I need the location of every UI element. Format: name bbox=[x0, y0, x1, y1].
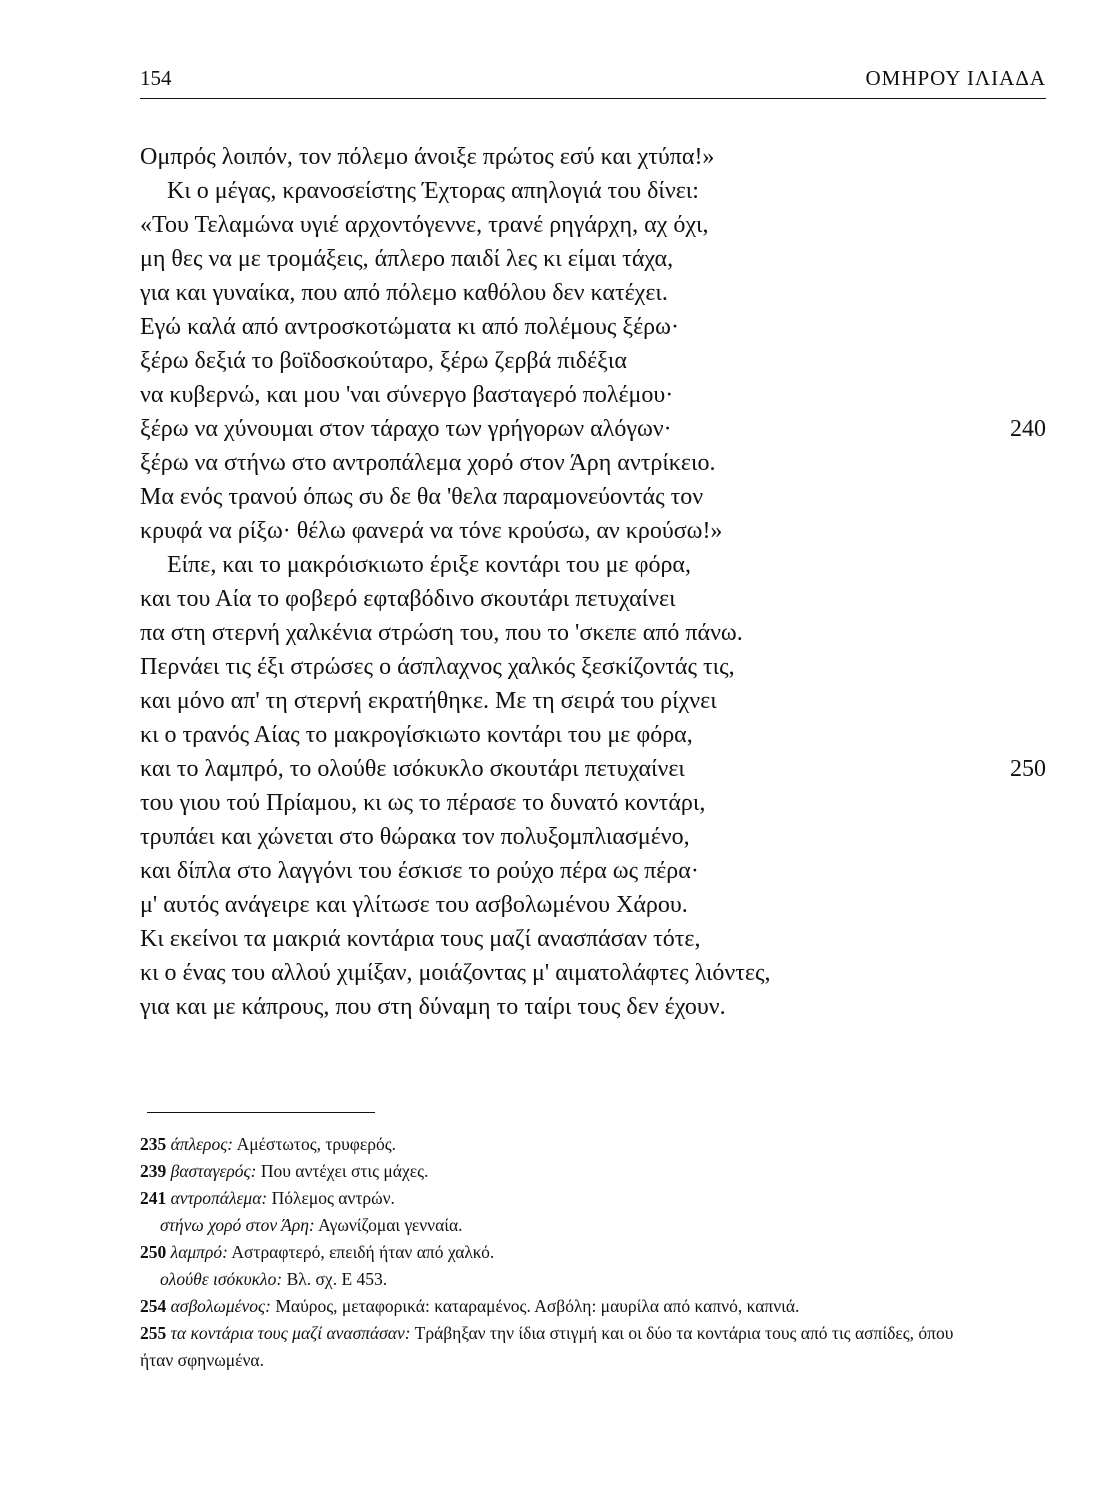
verse-line-text: για και γυναίκα, που από πόλεμο καθόλου δεν κατέχει. bbox=[140, 280, 668, 306]
verse-line-text: ξέρω δεξιά το βοϊδοσκούταρο, ξέρω ζερβά πιδέξια bbox=[140, 348, 627, 374]
verse-line bbox=[140, 990, 1046, 1024]
footnote-number: 255 bbox=[140, 1323, 167, 1343]
verse-line bbox=[140, 616, 1046, 650]
footnote-term: στήνω χορό στον Άρη: bbox=[160, 1215, 315, 1235]
verse-line bbox=[140, 718, 1046, 752]
verse-line-text: για και με κάπρους, που στη δύναμη το ταίρι τους δεν έχουν. bbox=[140, 994, 726, 1020]
verse-line bbox=[140, 786, 1046, 820]
footnote bbox=[140, 1185, 990, 1212]
verse-line bbox=[140, 208, 1046, 242]
verse-line bbox=[140, 548, 1046, 582]
verse-line-text: μη θες να με τρομάξεις, άπλερο παιδί λες κι είμαι τάχα, bbox=[140, 246, 674, 272]
verse-line bbox=[140, 378, 1046, 412]
footnote-text: Αστραφτερό, επειδή ήταν από χαλκό. bbox=[231, 1242, 495, 1262]
footnote bbox=[140, 1158, 990, 1185]
verse-line-text: και δίπλα στο λαγγόνι του έσκισε το ρούχο πέρα ως πέρα· bbox=[140, 858, 699, 884]
verse-line bbox=[140, 752, 1046, 786]
verse-line-text: να κυβερνώ, και μου 'ναι σύνεργο βασταγερό πολέμου· bbox=[140, 382, 674, 408]
verse-line-text: Είπε, και το μακρόισκιωτο έριξε κοντάρι του με φόρα, bbox=[167, 552, 692, 578]
verse-line bbox=[140, 140, 1046, 174]
page-header bbox=[140, 64, 1046, 99]
line-number: 250 bbox=[1010, 756, 1046, 782]
verse-line bbox=[140, 344, 1046, 378]
verse-line-text: του γιου τού Πρίαμου, κι ως το πέρασε το δυνατό κοντάρι, bbox=[140, 790, 706, 816]
verse-line-text: Περνάει τις έξι στρώσες ο άσπλαχνος χαλκός ξεσκίζοντάς τις, bbox=[140, 654, 735, 680]
verse-line bbox=[140, 956, 1046, 990]
running-title: ΟΜΗΡΟΥ ΙΛΙΑΔΑ bbox=[865, 66, 1046, 90]
footnote-text: Αγωνίζομαι γενναία. bbox=[318, 1215, 463, 1235]
footnote-number: 239 bbox=[140, 1161, 167, 1181]
footnote-number: 254 bbox=[140, 1296, 167, 1316]
footnote-term: ασβολωμένος: bbox=[170, 1296, 271, 1316]
verse-line-text: μ' αυτός ανάγειρε και γλίτωσε του ασβολωμένου Χάρου. bbox=[140, 892, 688, 918]
footnote-term: βασταγερός: bbox=[170, 1161, 257, 1181]
verse-line-text: Κι εκείνοι τα μακριά κοντάρια τους μαζί ανασπάσαν τότε, bbox=[140, 926, 701, 952]
footnote-term: ολούθε ισόκυκλο: bbox=[160, 1269, 283, 1289]
verse-line bbox=[140, 446, 1046, 480]
footnote-text: Πόλεμος αντρών. bbox=[271, 1188, 395, 1208]
verse-line-text: τρυπάει και χώνεται στο θώρακα τον πολυξομπλιασμένο, bbox=[140, 824, 690, 850]
page-number: 154 bbox=[140, 66, 172, 90]
verse-line bbox=[140, 174, 1046, 208]
verse-line bbox=[140, 480, 1046, 514]
footnote-term: λαμπρό: bbox=[170, 1242, 228, 1262]
verse-line-text: ξέρω να στήνω στο αντροπάλεμα χορό στον Άρη αντρίκειο. bbox=[140, 450, 716, 476]
verse-line bbox=[140, 276, 1046, 310]
footnote-number: 241 bbox=[140, 1188, 167, 1208]
verse-line bbox=[140, 582, 1046, 616]
verse-line bbox=[140, 514, 1046, 548]
line-number: 240 bbox=[1010, 416, 1046, 442]
footnote-text: Που αντέχει στις μάχες. bbox=[260, 1161, 429, 1181]
verse-text bbox=[140, 140, 1046, 1024]
verse-line-text: και του Αία το φοβερό εφταβόδινο σκουτάρι πετυχαίνει bbox=[140, 586, 676, 612]
verse-line-text: «Του Τελαμώνα υγιέ αρχοντόγεννε, τρανέ ρηγάρχη, αχ όχι, bbox=[140, 212, 709, 238]
verse-line bbox=[140, 888, 1046, 922]
verse-line-text: και το λαμπρό, το ολούθε ισόκυκλο σκουτάρι πετυχαίνει bbox=[140, 756, 685, 782]
footnote-text: Αμέστωτος, τρυφερός. bbox=[236, 1134, 397, 1154]
footnote bbox=[140, 1131, 990, 1158]
verse-line-text: και μόνο απ' τη στερνή εκρατήθηκε. Με τη σειρά του ρίχνει bbox=[140, 688, 717, 714]
footnote-text: Τράβηξαν την ίδια στιγμή και οι δύο τα κοντάρια τους από τις ασπίδες, όπου ήταν σφηνωμένα. bbox=[140, 1323, 954, 1370]
verse-line bbox=[140, 242, 1046, 276]
verse-line-text: πα στη στερνή χαλκένια στρώση του, που το 'σκεπε από πάνω. bbox=[140, 620, 743, 646]
footnote bbox=[140, 1320, 990, 1374]
footnote bbox=[140, 1239, 990, 1266]
verse-line bbox=[140, 412, 1046, 446]
footnotes bbox=[140, 1131, 990, 1374]
verse-line bbox=[140, 820, 1046, 854]
verse-line bbox=[140, 650, 1046, 684]
verse-line bbox=[140, 854, 1046, 888]
verse-line-text: Κι ο μέγας, κρανοσείστης Έχτορας απηλογιά του δίνει: bbox=[167, 178, 699, 204]
verse-line-text: κι ο τρανός Αίας το μακρογίσκιωτο κοντάρι του με φόρα, bbox=[140, 722, 693, 748]
footnote-text: Βλ. σχ. Ε 453. bbox=[286, 1269, 388, 1289]
footnote-text: Μαύρος, μεταφορικά: καταραμένος. Ασβόλη: μαυρίλα από καπνό, καπνιά. bbox=[275, 1296, 800, 1316]
verse-line bbox=[140, 310, 1046, 344]
footnote-term: τα κοντάρια τους μαζί ανασπάσαν: bbox=[170, 1323, 411, 1343]
footnote-rule bbox=[147, 1112, 375, 1113]
verse-line-text: Μα ενός τρανού όπως συ δε θα 'θελα παραμονεύοντάς τον bbox=[140, 484, 704, 510]
footnote-term: αντροπάλεμα: bbox=[170, 1188, 268, 1208]
verse-line-text: Ομπρός λοιπόν, τον πόλεμο άνοιξε πρώτος εσύ και χτύπα!» bbox=[140, 144, 715, 170]
footnote bbox=[140, 1212, 990, 1239]
footnote-number: 235 bbox=[140, 1134, 167, 1154]
footnote bbox=[140, 1266, 990, 1293]
verse-line-text: κι ο ένας του αλλού χιμίξαν, μοιάζοντας μ' αιματολάφτες λιόντες, bbox=[140, 960, 771, 986]
footnote bbox=[140, 1293, 990, 1320]
verse-line-text: κρυφά να ρίξω· θέλω φανερά να τόνε κρούσω, αν κρούσω!» bbox=[140, 518, 723, 544]
verse-line-text: Εγώ καλά από αντροσκοτώματα κι από πολέμους ξέρω· bbox=[140, 314, 679, 340]
footnote-term: άπλερος: bbox=[170, 1134, 234, 1154]
verse-line bbox=[140, 684, 1046, 718]
verse-line bbox=[140, 922, 1046, 956]
footnote-number: 250 bbox=[140, 1242, 167, 1262]
verse-line-text: ξέρω να χύνουμαι στον τάραχο των γρήγορων αλόγων· bbox=[140, 416, 672, 442]
